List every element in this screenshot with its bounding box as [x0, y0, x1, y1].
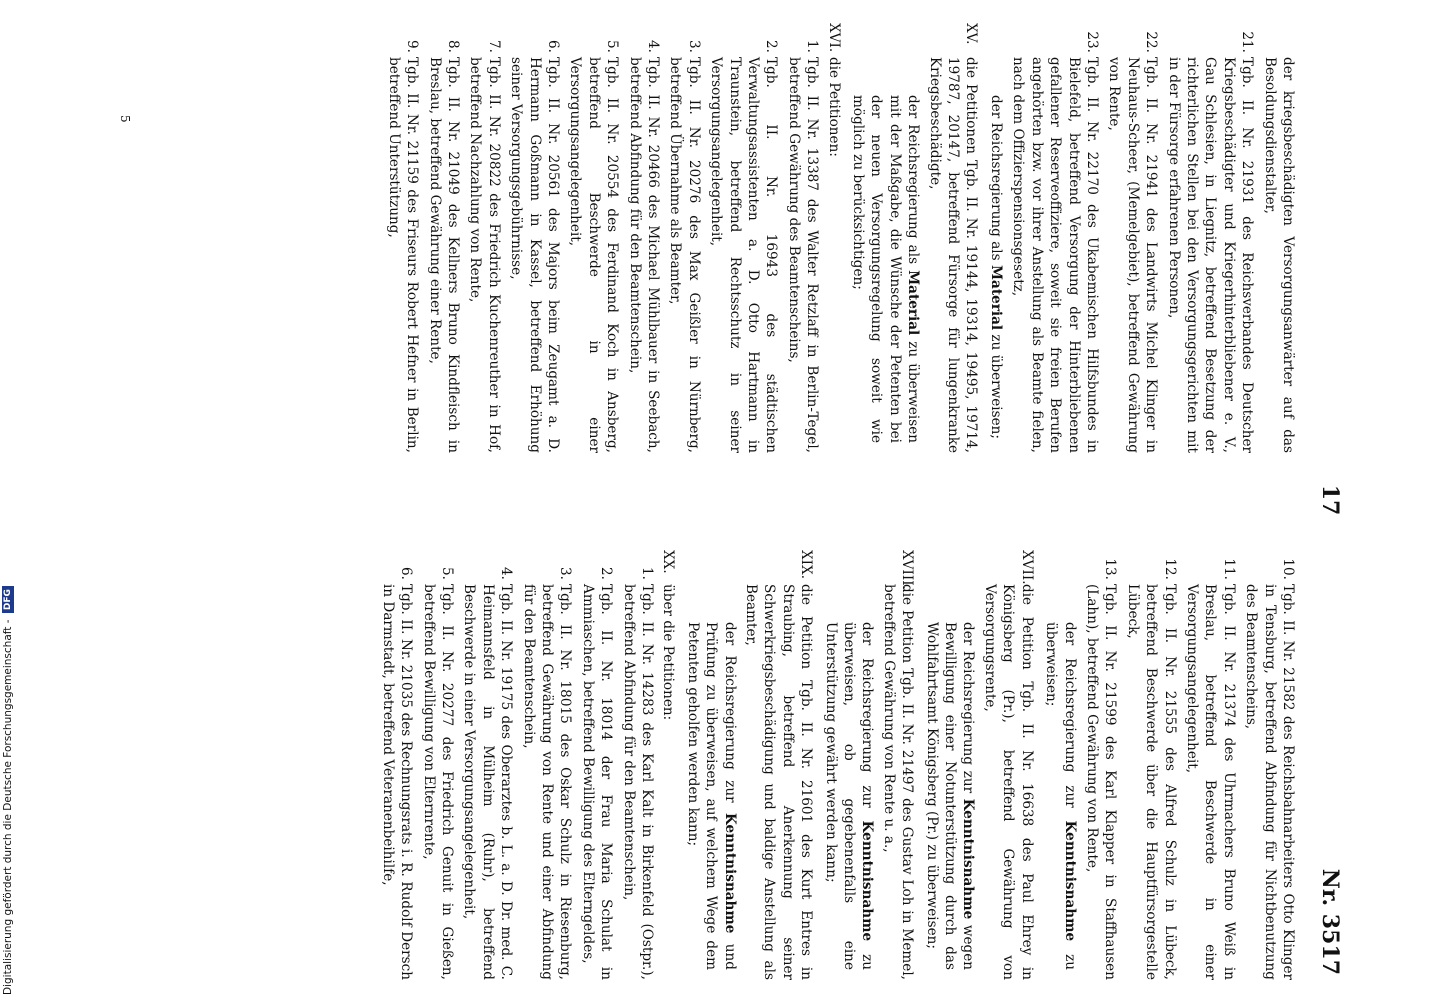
section-heading	[879, 550, 916, 980]
section-roman-numeral: XV.	[963, 23, 980, 45]
petition-item	[1105, 23, 1160, 453]
instruction-text: der Reichsregierung zur	[859, 622, 876, 808]
item-text: Tgb. II. Nr. 20561 des Majors beim Zeugamt a. D. Hermann Goßmann in Kassel, betreffend Erhöhung seiner Versorgungsgebührnisse,	[508, 57, 561, 453]
section-roman-numeral: XIX.	[798, 550, 815, 580]
item-number: 12.	[1161, 558, 1178, 580]
item-text: Tgb. II. Nr. 20466 des Michael Mühlbauer in Seebach, betreffend Abfindung für den Beamtenschein,	[626, 57, 661, 453]
petition-item	[460, 550, 515, 980]
resolution-instruction	[849, 23, 923, 453]
item-number: 5.	[438, 567, 455, 580]
item-number: 3.	[557, 567, 574, 580]
section-roman-numeral: XVI.	[825, 23, 842, 53]
credit-text: Digitalisierung gefördert durch die Deutsche Forschungsgemeinschaft -	[2, 619, 14, 995]
item-text: Tgb. II. Nr. 21555 des Alfred Schulz in Lübeck, betreffend Beschwerde über die Hauptfürsorgestelle Lübeck,	[1124, 584, 1178, 980]
instruction-tail: zu überweisen;	[987, 334, 1004, 440]
item-text: Tgb. II. Nr. 19175 des Oberarztes b. L. a. D. Dr. med. C. Heimannsfeld in Mülheim (Ruhr), betreffend Beschwerde in einer Versorgungsangelegenheit,	[461, 584, 515, 980]
instruction-tail: zu überweisen, ob gegebenenfalls eine Unterstützung gewährt werden kann;	[822, 622, 876, 970]
item-text: Tgb. II. Nr. 20822 des Friedrich Kuchenreuther in Hof, betreffend Nachzahlung von Rente,	[467, 57, 502, 453]
resolution-instruction	[1042, 550, 1079, 980]
petition-item	[619, 550, 656, 980]
section-heading	[981, 550, 1036, 980]
section-roman-numeral: XX.	[660, 550, 677, 574]
document-number: Nr. 3517	[1317, 868, 1343, 975]
item-text: Tgb. II. Nr. 18014 der Frau Maria Schulat in Ammiaschen, betreffend Bewilligung des Elterngeldes,	[579, 584, 615, 980]
item-number: 10.	[1280, 558, 1296, 580]
petition-item	[419, 550, 456, 980]
petition-item	[1009, 23, 1101, 453]
section-text: die Petitionen:	[825, 57, 842, 157]
petition-item	[707, 23, 781, 453]
item-number: 6.	[544, 40, 561, 53]
instruction-text: der Reichsregierung zur	[721, 622, 738, 803]
digitization-credit	[2, 589, 18, 995]
item-text: Tgb. II. Nr. 16943 des städtischen Verwaltungsassistenten a. D. Otto Hartmann in Traunstein, betreffend Rechtsschutz in seiner Versorgungsangelegenheit,	[708, 57, 780, 453]
instruction-text: der Reichsregierung zur	[1061, 622, 1078, 808]
item-number: 2.	[598, 567, 615, 580]
resolution-instruction	[683, 550, 738, 980]
section-heading	[659, 550, 677, 980]
dfg-logo-icon: DFG	[2, 586, 14, 613]
item-number: 21.	[1239, 31, 1256, 53]
item-number: 13.	[1102, 558, 1119, 580]
resolution-instruction	[922, 550, 977, 980]
item-text: der kriegsbeschädigten Versorgungsanwärter auf das Besoldungsdienstalter,	[1261, 57, 1296, 453]
instruction-text: der Reichsregierung zur	[960, 622, 977, 794]
resolution-instruction	[821, 550, 876, 980]
section-heading	[824, 23, 842, 453]
item-text: Tgb. II. Nr. 21599 des Karl Klapper in Staffhausen (Lahn), betreffend Gewährung von Rente,	[1083, 584, 1119, 980]
instruction-tail: wegen Bewilligung einer Notunterstützung durch das Wohlfahrtsamt Königsberg (Pr.) zu überweisen;	[923, 622, 977, 970]
instruction-emphasis: Kenntnisnahme	[1061, 820, 1078, 942]
item-text: Tgb. II. Nr. 20276 des Max Geißler in Nürnberg, betreffend Übernahme als Beamter,	[667, 57, 702, 453]
petition-item	[1123, 550, 1178, 980]
instruction-emphasis: Kenntnisnahme	[721, 812, 738, 934]
section-heading	[925, 23, 980, 453]
instruction-emphasis: Material	[905, 270, 922, 336]
item-text: Tgb. II. Nr. 21049 des Kellners Bruno Kindfleisch in Breslau, betreffend Gewährung einer Rente,	[426, 57, 461, 453]
petition-item	[425, 23, 462, 453]
page-header	[1313, 5, 1343, 995]
petition-item	[666, 23, 703, 453]
petition-item	[466, 23, 503, 453]
item-number: 3.	[685, 40, 702, 53]
item-number: 1.	[804, 40, 821, 53]
section-text: über die Petitionen:	[660, 584, 677, 721]
instruction-tail: zu überweisen mit der Maßgabe, die Wünsche der Petenten bei der neuen Versorgungsregelung soweit wie möglich zu berücksichtigen;	[850, 95, 922, 444]
petition-item	[625, 23, 662, 453]
item-text: Tgb. II. Nr. 22170 des Ukabemischen Hilfsbundes in Bielefeld, betreffend Versorgung der Hinterbliebenen gefallener Reserveoffiziere, soweit sie freien Berufen angehörten bzw. vor ihrer Anstellung als Beamte fielen, nach dem Offizierspensionsgesetz,	[1010, 57, 1100, 453]
item-text: Tgb. II. Nr. 20277 des Friedrich Genuit in Gießen, betreffend Bewilligung von Elternrente,	[420, 584, 455, 980]
right-column	[374, 550, 1297, 980]
item-number: 1.	[639, 567, 655, 580]
section-text: die Petition Tgb. II. Nr. 16638 des Paul Ehrey in Königsberg (Pr.), betreffend Gewährung von Versorgungsrente,	[981, 584, 1035, 980]
petition-item	[1164, 23, 1256, 453]
petition-item	[378, 550, 415, 980]
petition-item	[1183, 550, 1238, 980]
item-number: 11.	[1220, 558, 1237, 580]
item-number: 23.	[1083, 31, 1100, 53]
petition-item	[578, 550, 615, 980]
petition-item	[507, 23, 562, 453]
page-number: 17	[1317, 484, 1343, 516]
instruction-emphasis: Kenntnisnahme	[859, 820, 876, 942]
signature-mark: 5	[118, 115, 132, 123]
item-text: Tgb. II. Nr. 21159 des Friseurs Robert Hefner in Berlin, betreffend Unterstützung,	[385, 57, 421, 453]
petition-item	[519, 550, 574, 980]
item-text: Tgb. II. Nr. 20554 des Ferdinand Koch in Ansberg, betreffend Beschwerde in einer Versorgungsangelegenheit,	[567, 57, 621, 453]
instruction-emphasis: Material	[987, 264, 1004, 331]
instruction-tail: und Prüfung zu überweisen, auf welchem Wege dem Petenten geholfen werden kann;	[684, 622, 738, 971]
instruction-text: der Reichsregierung als	[987, 95, 1004, 261]
item-number: 5.	[604, 40, 621, 53]
petition-item	[1083, 550, 1120, 980]
item-text: Tgb. II. Nr. 21374 des Uhrmachers Bruno Weiß in Breslau, betreffend Beschwerde in einer Versorgungsangelegenheit,	[1183, 584, 1237, 980]
item-number: 7.	[485, 40, 502, 53]
section-text: die Petition Tgb. II. Nr. 21601 des Kurt Entres in Straubing, betreffend Anerkennung seiner Schwerkriegsbeschädigung und baldige Anstellung als Beamter,	[743, 584, 815, 980]
item-text: Tgb. II. Nr. 21582 des Reichsbahnarbeiters Otto Klinger in Tensburg, betreffend Abfindung für Nichtbenutzung des Beamtenscheins,	[1243, 584, 1296, 980]
instruction-emphasis: Kenntnisnahme	[960, 798, 977, 920]
item-number: 22.	[1143, 31, 1160, 53]
item-number: 4.	[645, 40, 661, 53]
section-text: die Petitionen Tgb. II. Nr. 19144, 19314, 19495, 19714, 19787, 20147, betreffend Fürsorge für lungenkranke Kriegsbeschädigte,	[926, 57, 980, 453]
item-number: 9.	[404, 40, 421, 53]
item-number: 8.	[444, 40, 461, 53]
section-text: die Petition Tgb. II. Nr. 21497 des Gustav Loh in Memel, betreffend Gewährung von Rente u. a.,	[880, 584, 916, 980]
instruction-text: der Reichsregierung als	[905, 95, 922, 265]
petition-item	[566, 23, 621, 453]
rotated-page	[117, 5, 1357, 995]
petition-item	[1242, 550, 1297, 980]
item-text: Tgb. II. Nr. 21941 des Landwirts Michel Klinger in Neuhaus-Scheer, (Memelgebiet), betreffend Gewährung von Rente,	[1106, 57, 1160, 453]
item-number: 6.	[398, 567, 415, 580]
left-column	[380, 23, 1297, 453]
petition-item	[384, 23, 421, 453]
section-roman-numeral: XVIII.	[899, 550, 916, 590]
section-roman-numeral: XVII.	[1018, 550, 1035, 585]
petition-item	[784, 23, 821, 453]
item-text: Tgb. II. Nr. 21035 des Rechnungsrats i. R. Rudolf Dersch in Darmstadt, betreffend Veteranenbeihilfe,	[379, 584, 415, 980]
item-number: 4.	[498, 567, 515, 580]
item-text: Tgb. II. Nr. 13387 des Walter Retzlaff in Berlin-Tegel, betreffend Gewährung des Beamtenscheins,	[785, 57, 821, 453]
item-number: 2.	[763, 40, 780, 53]
petition-item	[1260, 23, 1297, 453]
instruction-tail: zu überweisen;	[1043, 622, 1078, 970]
resolution-instruction	[987, 23, 1005, 453]
section-heading	[742, 550, 816, 980]
item-text: Tgb. II. Nr. 21931 des Reichsverbandes Deutscher Kriegsbeschädigter und Kriegerhinterbliebener e. V., Gau Schlesien, in Liegnitz, betreffend Besetzung der richterlichen Stellen bei den Versorgungsgerichten mit in der Fürsorge erfahrenen Personen,	[1165, 57, 1256, 453]
item-text: Tgb. II. Nr. 18015 des Oskar Schulz in Riesenburg, betreffend Gewährung von Rente und einer Abfindung für den Beamtenschein,	[520, 584, 574, 980]
item-text: Tgb. II. Nr. 14283 des Karl Kalt in Birkenfeld (Ostpr.), betreffend Abfindung für den Beamtenschein,	[620, 584, 655, 980]
